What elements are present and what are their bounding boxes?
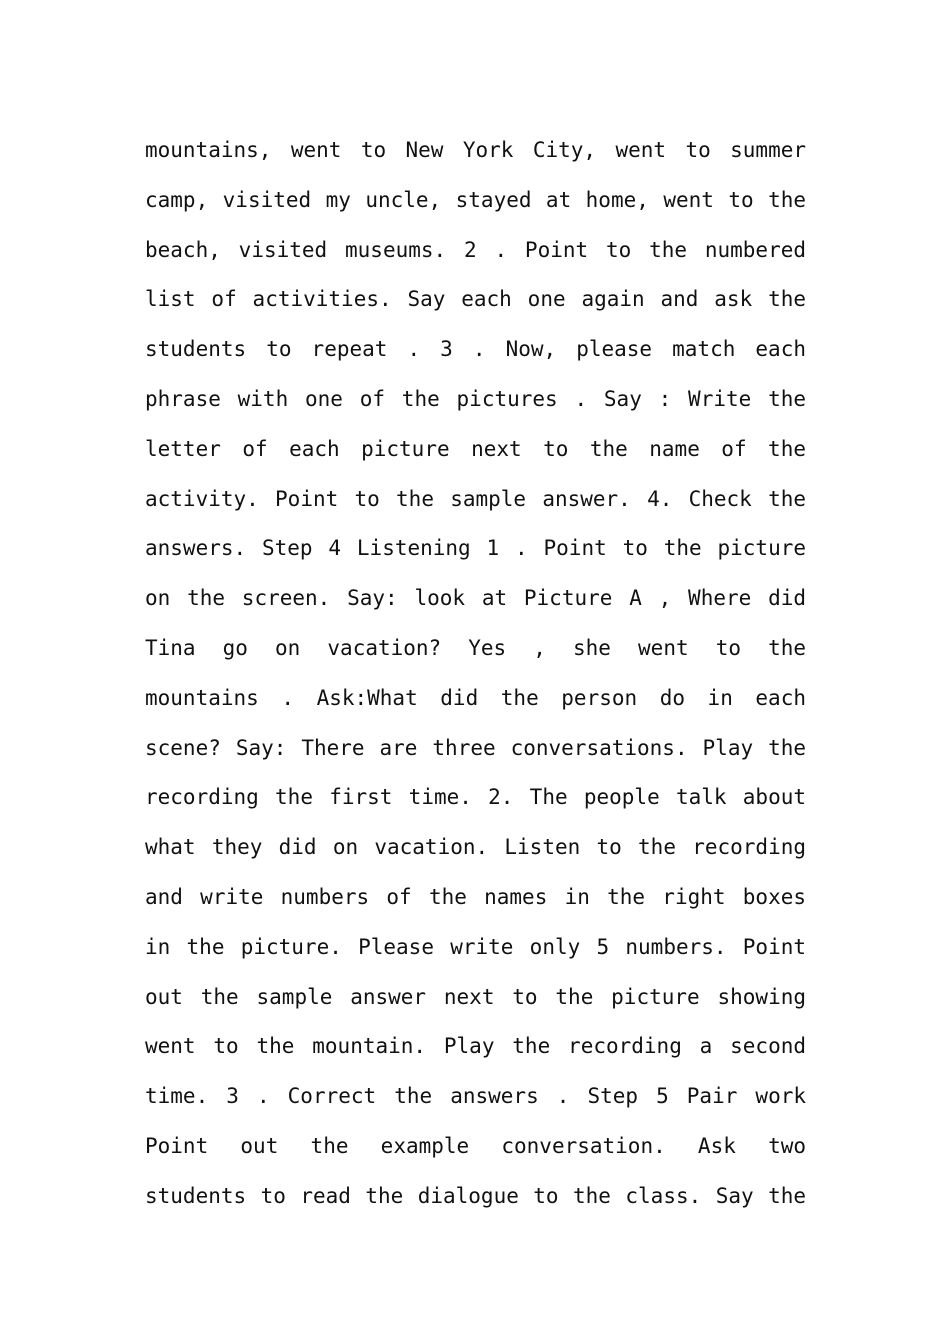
text-line: mountains . Ask:What did the person do in each — [145, 685, 806, 710]
text-line: Point out the example conversation. Ask two — [145, 1133, 806, 1158]
text-line: list of activities. Say each one again and ask the — [145, 287, 806, 312]
text-line: in the picture. Please write only 5 numbers. Point — [145, 934, 806, 959]
text-line: students to read the dialogue to the class. Say the — [145, 1183, 806, 1208]
text-line: letter of each picture next to the name of the — [145, 436, 806, 461]
text-line: what they did on vacation. Listen to the recording — [145, 835, 806, 860]
text-line: time. 3 . Correct the answers . Step 5 Pair work — [145, 1084, 806, 1109]
text-line: scene? Say: There are three conversations. Play the — [145, 735, 806, 760]
body-text — [145, 129, 806, 1225]
text-line: answers. Step 4 Listening 1 . Point to the picture — [145, 536, 806, 561]
text-line: went to the mountain. Play the recording a second — [145, 1034, 806, 1059]
text-line: out the sample answer next to the picture showing — [145, 984, 806, 1009]
text-line: phrase with one of the pictures . Say : Write the — [145, 386, 806, 411]
text-line: mountains, went to New York City, went to summer — [145, 138, 806, 162]
text-line: camp, visited my uncle, stayed at home, went to the — [145, 187, 806, 212]
text-line: and write numbers of the names in the right boxes — [145, 884, 806, 909]
text-line: students to repeat . 3 . Now, please match each — [145, 337, 806, 362]
text-line: recording the first time. 2. The people talk about — [145, 785, 806, 810]
text-line: on the screen. Say: look at Picture A , Where did — [145, 586, 806, 611]
text-line: Tina go on vacation? Yes , she went to the — [145, 635, 806, 660]
text-line: activity. Point to the sample answer. 4. Check the — [145, 486, 806, 511]
text-line: beach, visited museums. 2 . Point to the numbered — [145, 237, 806, 262]
